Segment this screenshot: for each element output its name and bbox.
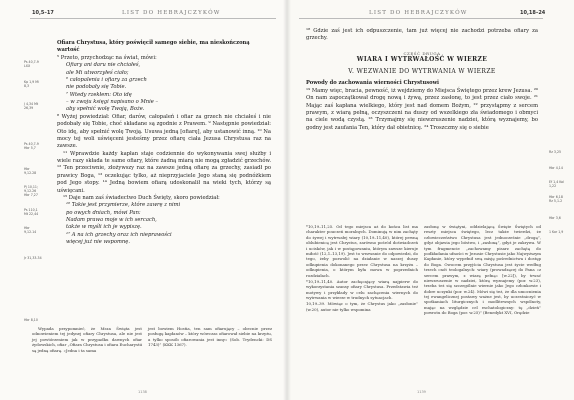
poem-line: Nadam prawa moje w ich sercach, bbox=[66, 217, 157, 223]
psalm-quote-1 bbox=[57, 62, 271, 114]
section-heading: Powody do zachowania wierności Chrystusowi bbox=[306, 80, 440, 87]
commentary-column-1 bbox=[32, 326, 142, 354]
poem-line: – w zwoju księgi napisano o Mnie – bbox=[66, 99, 159, 105]
poem-line: ⁷ Wtedy rzekłem: Oto idę bbox=[66, 91, 132, 98]
margin-ref: 1 Kor 1,9 bbox=[549, 230, 564, 234]
margin-ref: Hbr 4,14 bbox=[549, 166, 563, 170]
section-title: V. WEZWANIE DO WYTRWANIA W WIERZE bbox=[348, 67, 496, 75]
paragraph: ¹⁹ Mamy więc, bracia, pewność, iż wejdziemy do Miejsca Świętego przez krew Jezusa. ²⁰ On nam zapoczątkował drogę nową i żywą, przez zasłonę, to jest przez ciało swoje. ²¹ Mając zaś kapłana wielkiego, który jest nad domem Bożym, ²² przystąpmy z sercem prawym, z wiarą pełną, oczyszczeni na duszy od wszelkiego zła świadomego i obmyci na ciele wodą czystą. ²³ Trzymajmy się niewzruszenie nadziei, którą wyznajemy, bo godny jest zaufania Ten, który dał obietnicę. ²⁴ Troszczmy się o siebie bbox=[306, 87, 538, 131]
commentary-column-2 bbox=[424, 224, 541, 317]
margin-ref: Rz 3,25 bbox=[549, 150, 561, 154]
right-chapter-ref: 10,18–24 bbox=[520, 10, 546, 16]
verse-18: ¹⁸ Gdzie zaś jest ich odpuszczenie, tam już więcej nie zachodzi potrzeba ofiary za grzechy. bbox=[306, 28, 538, 42]
poem-line: po owych dniach, mówi Pan: bbox=[66, 209, 141, 216]
part-label: CZĘŚĆ DRUGA bbox=[403, 50, 441, 56]
book-gutter bbox=[283, 0, 291, 400]
verse-5: ⁵ Przeto, przychodząc na świat, mówi: bbox=[57, 54, 157, 61]
margin-ref: Hbr 9,12.28 bbox=[24, 167, 37, 175]
right-page bbox=[287, 0, 574, 400]
poem-line: ¹⁷ A na ich grzechy oraz ich nieprawości bbox=[66, 231, 172, 238]
margin-ref: Ps 110,1 Mt 22,44 bbox=[24, 208, 39, 216]
poem-line: ¹⁶ Takie jest przymierze, które zawrę z nimi bbox=[66, 202, 181, 209]
commentary-text: jest bowiem Hostia, ten sam ofiarujący – obecnie przez posługę kapłanów – który wówczas ofiarował siebie na krzyżu, a tylko sposób ofiarowania jest inny« (Sob. Trydencki: DS 1743)” (KKK 1367). bbox=[148, 326, 272, 348]
right-header-rule bbox=[299, 18, 543, 19]
commentary-text: zasłonę w świątyni, oddzielającą Święte Świętych od reszty miejsca świętego, lecz także twierdzi, że człowieczeństwo Chrystusa jest jednocześnie „drogą”, gdyż objawia jego bóstwo, i „zasłoną”, gdyż je zakrywa. W tym fragmencie „zachowamy pisarz zachętą do podkładania ufności w Jezusie Chrystusie jako Najwyższym Kapłanie, który wypełnił swą misję pośrednictwa i dostęp do Boga. Owocem przyjścia Chrystusa jest życie według trzech cnót teologalnych: wiary (prowadzącej do Pana »z sercem prawym, z wiarą pełną« [w.22]), by trwać niewzruszenie w nadziei, którą wyznajemy (por. w.23), trzeba też się szczególnie wiernie jako Jego członkowie i dobre uczynki (por. w.24). Mówi się też, że dla umocnienia tej ewangelicznej postawy ważne jest, by uczestniczyć w spotkaniach liturgicznych i modlitewnych wspólnoty, mając na względzie cel eschatologiczny: tę „dzień” powrotu do Boga (por. w.25)” (Benedykt XVI, Orędzie bbox=[424, 224, 541, 316]
page-number: 1139 bbox=[417, 390, 426, 394]
margin-ref: Hbr 6,18 Rz 5,1-2 bbox=[549, 195, 563, 203]
poem-line: ⁶ całopalenia i ofiary za grzech bbox=[66, 76, 147, 83]
left-chapter-ref: 10,5–17 bbox=[32, 10, 54, 16]
margin-ref: Ps 40,7-9 LXX bbox=[24, 60, 39, 68]
left-header-rule bbox=[30, 18, 276, 19]
poem-line: aby spełnić wolę Twoją, Boże. bbox=[66, 106, 145, 113]
margin-ref: Pj 10,11; 9,12.26 Hbr 7,27 bbox=[24, 185, 39, 197]
commentary-text: Wypada przypomnieć, że Msza Święta jest odnowieniem tej jedynej ofiary Chrystusa, ale nie jest jej powtórzeniem jak w przypadku dawnych ofiar żydowskich, ofiar „Ofiara Chrystusa i ofiara Eucharystii są jedną ofiarą. »Jedna i ta sama bbox=[32, 326, 142, 353]
commentary-text: *10,19–11,40. Autor zachęcający wiarą najpierw do wykorzystania szansy ofiary Chrystusa. Przedstawia też motywy i przykłady w celu zachęcenia wiernych do wytrwania w wierze w trudnych sytuacjach. bbox=[306, 278, 418, 301]
poem-line: nie podobały się Tobie. bbox=[66, 84, 127, 91]
poem-line: także w myśli ich je wypiszę. bbox=[66, 224, 142, 231]
commentary-text: 10,19–39. Mówiąc o tym, że Chrystus jako „zasłonie” (w.20), autor nie tylko wspomina bbox=[306, 301, 418, 312]
jeremiah-quote bbox=[57, 202, 271, 246]
margin-ref: Jr 31,33-34 bbox=[24, 256, 42, 260]
margin-ref: J 4,34 Mt 26,39 bbox=[24, 102, 39, 110]
verse-15: ¹⁵ Daje nam zaś świadectwo Duch Święty, skoro powiedział: bbox=[63, 194, 220, 201]
poem-line: Ofiary ani daru nie chciałeś, bbox=[66, 62, 141, 69]
margin-ref: Hbr 8,10 bbox=[24, 318, 38, 322]
commentary-column-1 bbox=[306, 224, 418, 313]
paragraph: ⁸ Wyżej powiedział: Ofiar, darów, całopaleń i ofiar za grzech nie chciałeś i nie podobały się Tobie, choć składane są zgodnie z Prawem. ⁹ Następnie powiedział: Oto idę, aby spełnić wolę Twoją. Usuwa jedną [ofiarę], aby ustanowić inną. ¹⁰ Na mocy tej woli uświęceni jesteśmy przez ofiarę ciała Jezusa Chrystusa raz na zawsze. bbox=[57, 113, 271, 150]
page-number: 1138 bbox=[138, 390, 147, 394]
paragraph: ¹¹ Wprawdzie każdy kapłan staje codziennie do wykonywania swej służby i wiele razy składa te same ofiary, które żadną miarą nie mogą zgładzić grzechów. ¹² Ten przeciwnie, złożywszy raz na zawsze jedną ofiarę za grzechy, zasiadł po prawicy Boga, ¹³ oczekując tylko, aż nieprzyjaciele Jego staną się podnóżkiem pod Jego stopy. ¹⁴ Jedną bowiem ofiarą udoskonalił na wieki tych, którzy są uświęcani. bbox=[57, 150, 271, 194]
margin-ref: Hbr 9,12.14 bbox=[24, 226, 37, 234]
commentary-column-2 bbox=[148, 326, 272, 349]
poem-line: ale Mi utworzyłeś ciało; bbox=[66, 69, 129, 76]
margin-ref: Ps 40,7-9 Hbr 5,7 bbox=[24, 142, 39, 150]
section-heading: Ofiara Chrystusa, który poświęcił samego siebie, ma nieskończoną wartość bbox=[57, 40, 250, 54]
right-body-text bbox=[306, 28, 538, 132]
poem-line: więcej już nie wspomnę. bbox=[66, 239, 130, 246]
right-running-title: LIST DO HEBRAJCZYKÓW bbox=[369, 10, 468, 16]
part-title: WIARA I WYTRWAŁOŚĆ W WIERZE bbox=[356, 56, 488, 64]
left-body-text bbox=[57, 40, 271, 247]
commentary-text: *10,19–11,25. Od tego miejsca aż do końca list ma charakter pouczeń moralnych. Dominują w nim zachęty do żywej i wytrwałej wiary (10,19–11,40), której pewną oblubienicą jest Chrystus, zarówno pośród doświadczeń i ucisków, jak i w postępowaniu, którym zawsze kieruje miłość (12,1–13,19). Jest to wezwanie do odpowiedzi, do tego, żeby pozwolić na działanie w naszej duszy odkupienia dokonanego przez Chrystusa na krzyżu – odkupienia, o którym była mowa w poprzednich rozdziałach. bbox=[306, 224, 418, 278]
margin-ref: Hbr 3,6 bbox=[549, 216, 561, 220]
margin-ref: Ef 1,4 Kol 1,22 bbox=[549, 180, 564, 188]
margin-ref: Kp 1,9 Mi 8,3 bbox=[24, 80, 39, 88]
left-running-title: LIST DO HEBRAJCZYKÓW bbox=[122, 10, 221, 16]
